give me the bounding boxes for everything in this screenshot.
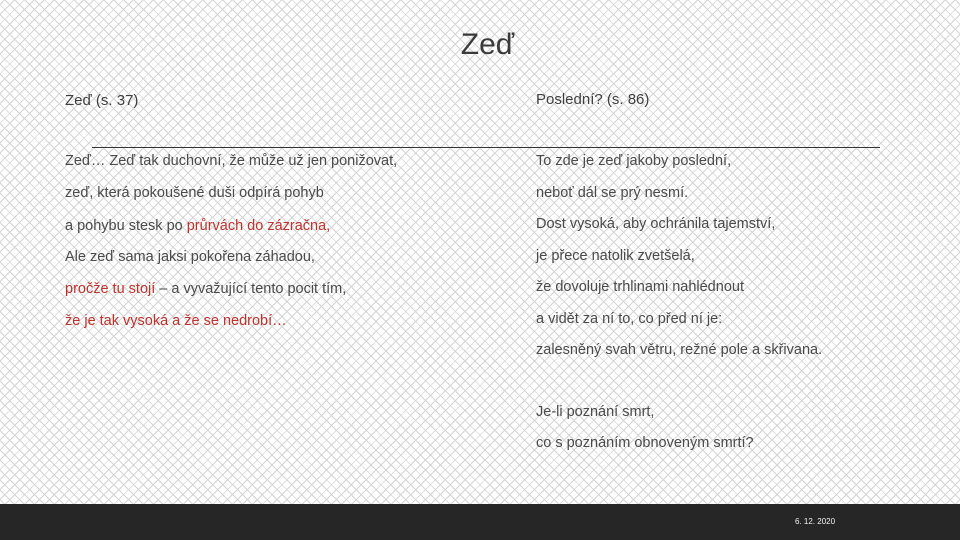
line-text: Ale zeď sama jaksi pokořena záhadou, [65,249,315,265]
line-text: – a vyvažující tento pocit tím, [155,281,347,297]
left-poem-line [65,185,324,201]
left-poem-line [65,153,397,169]
line-text: Zeď… Zeď tak duchovní, že může už jen ponižovat, [65,153,398,169]
right-poem-line: a vidět za ní to, co před ní je: [536,311,723,327]
slide-date: 6. 12. 2020 [795,517,836,526]
right-column-heading: Poslední? (s. 86) [536,91,650,108]
highlighted-text: pročže tu stojí [65,281,156,297]
right-poem-line: zalesněný svah větru, režné pole a skřivana. [536,342,823,358]
right-poem-line: že dovoluje trhlinami nahlédnout [536,279,744,295]
left-poem-line [65,218,330,234]
slide-title: Zeď [460,28,515,61]
right-poem-line: Je-li poznání smrt, [536,404,655,420]
left-column-heading: Zeď (s. 37) [65,92,139,109]
line-text: a pohybu stesk po [65,218,187,234]
heading-divider [92,147,880,148]
left-poem-line [65,281,346,297]
left-poem-line [65,249,315,265]
right-poem-line: je přece natolik zvetšelá, [536,248,695,264]
footer-bar [0,504,960,540]
right-poem-line: To zde je zeď jakoby poslední, [536,153,732,169]
right-poem-line: co s poznáním obnoveným smrtí? [536,435,754,451]
highlighted-text: průrvách do zázračna, [186,218,331,234]
right-poem-line: neboť dál se prý nesmí. [536,185,689,201]
left-poem-line [65,313,287,329]
highlighted-text: že je tak vysoká a že se nedrobí… [65,313,287,329]
line-text: zeď, která pokoušené duši odpírá pohyb [65,185,324,201]
right-poem-line: Dost vysoká, aby ochránila tajemství, [536,216,776,232]
